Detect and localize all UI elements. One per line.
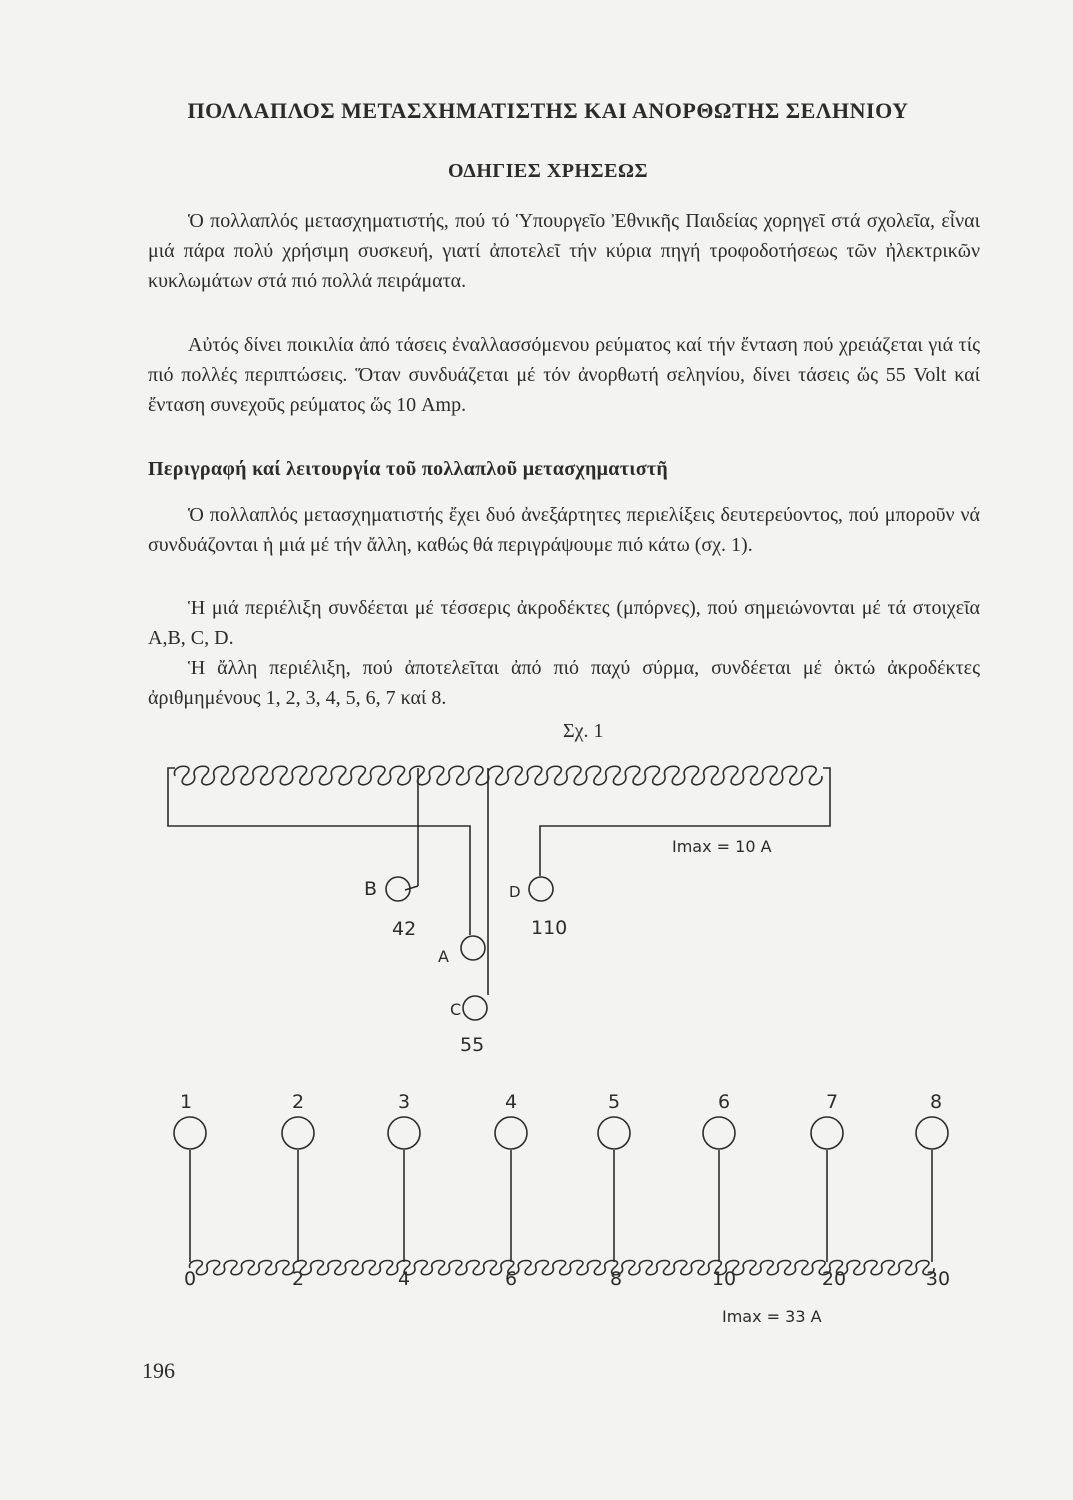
lower-imax-label: Imax = 33 A [722, 1307, 822, 1326]
terminal-7 [811, 1117, 843, 1149]
terminal-C [463, 996, 487, 1020]
tap-value-4: 4 [397, 1268, 411, 1290]
section-heading: Περιγραφή καί λειτουργία τοῦ πολλαπλοῦ μετασχηματιστῆ [148, 458, 669, 480]
upper-coil [174, 766, 821, 785]
terminal-C-value: 55 [460, 1034, 485, 1056]
terminal-6 [703, 1117, 735, 1149]
terminal-8 [916, 1117, 948, 1149]
terminal-4-number: 4 [504, 1091, 518, 1113]
upper-coil-loops [174, 766, 821, 785]
terminal-D [529, 877, 553, 901]
terminal-B-letter: B [364, 878, 378, 900]
tap-value-8: 8 [609, 1268, 623, 1290]
tap-value-2: 2 [291, 1268, 305, 1290]
terminal-4 [495, 1117, 527, 1149]
terminal-5-number: 5 [607, 1091, 621, 1113]
terminal-A-letter: A [438, 947, 449, 966]
terminal-D-letter: D [509, 883, 521, 901]
terminal-1 [174, 1117, 206, 1149]
page-title: ΠΟΛΛΑΠΛΟΣ ΜΕΤΑΣΧΗΜΑΤΙΣΤΗΣ ΚΑΙ ΑΝΟΡΘΩΤΗΣ ΣΕΛΗΝΙΟΥ [187, 98, 909, 123]
terminal-A [461, 936, 485, 960]
tap-value-0: 0 [183, 1268, 197, 1290]
terminal-5 [598, 1117, 630, 1149]
terminal-2 [282, 1117, 314, 1149]
tap-value-20: 20 [821, 1268, 847, 1290]
upper-winding-lead-A [168, 768, 470, 935]
page-number: 196 [142, 1358, 175, 1383]
upper-imax-label: Imax = 10 A [672, 837, 772, 856]
terminal-D-value: 110 [531, 917, 568, 939]
terminal-3 [388, 1117, 420, 1149]
terminal-6-number: 6 [717, 1091, 731, 1113]
terminal-2-number: 2 [291, 1091, 305, 1113]
terminal-C-letter: C [450, 1000, 462, 1019]
tap-value-6: 6 [504, 1268, 518, 1290]
figure-caption: Σχ. 1 [563, 720, 604, 742]
intro-paragraph-1: Ὁ πολλαπλός μετασχηματιστής, πού τό Ὑπουργεῖο Ἐθνικῆς Παιδείας χορηγεῖ στά σχολεῖα, εἶναι μιά πάρα πολύ χρήσιμη συσκευή, γιατί ἀποτελεῖ τήν κύρια πηγή τροφοδοτήσεως τῶν ἠλεκτρικῶν κυκλωμάτων στά πιό πολλά πειράματα. [148, 210, 980, 292]
terminal-B-wire [405, 886, 418, 890]
tap-value-30: 30 [925, 1268, 951, 1290]
description-paragraph-1: Ὁ πολλαπλός μετασχηματιστής ἔχει δυό ἀνεξάρτητες περιελίξεις δευτερεύοντος, πού μποροῦν νά συνδυάζονται ἡ μιά μέ τήν ἄλλη, καθώς θά περιγράψουμε πιό κάτω (σχ. 1). [148, 504, 980, 556]
intro-paragraph-2: Αὐτός δίνει ποικιλία ἀπό τάσεις ἐναλλασσόμενου ρεύματος καί τήν ἔνταση πού χρειάζεται γιά τίς πιό πολλές περιπτώσεις. Ὅταν συνδυάζεται μέ τόν ἀνορθωτή σεληνίου, δίνει τάσεις ὥς 55 Volt καί ἔνταση συνεχοῦς ρεύματος ὥς 10 Amp. [148, 334, 980, 416]
terminal-1-number: 1 [179, 1091, 193, 1113]
terminal-8-number: 8 [929, 1091, 943, 1113]
terminal-B-value: 42 [392, 918, 417, 940]
tap-value-10: 10 [711, 1268, 737, 1290]
description-paragraph-3: Ἡ ἄλλη περιέλιξη, πού ἀποτελεῖται ἀπό πιό παχύ σύρμα, συνδέεται μέ ὀκτώ ἀκροδέκτες ἀριθμημένους 1, 2, 3, 4, 5, 6, 7 καί 8. [148, 657, 980, 709]
instructions-subtitle: ΟΔΗΓΙΕΣ ΧΡΗΣΕΩΣ [447, 160, 649, 182]
description-paragraph-2: Ἡ μιά περιέλιξη συνδέεται μέ τέσσερις ἀκροδέκτες (μπόρνες), πού σημειώνονται μέ τά στοιχεῖα A,B, C, D. [148, 597, 980, 649]
terminal-7-number: 7 [825, 1091, 839, 1113]
terminal-3-number: 3 [397, 1091, 411, 1113]
